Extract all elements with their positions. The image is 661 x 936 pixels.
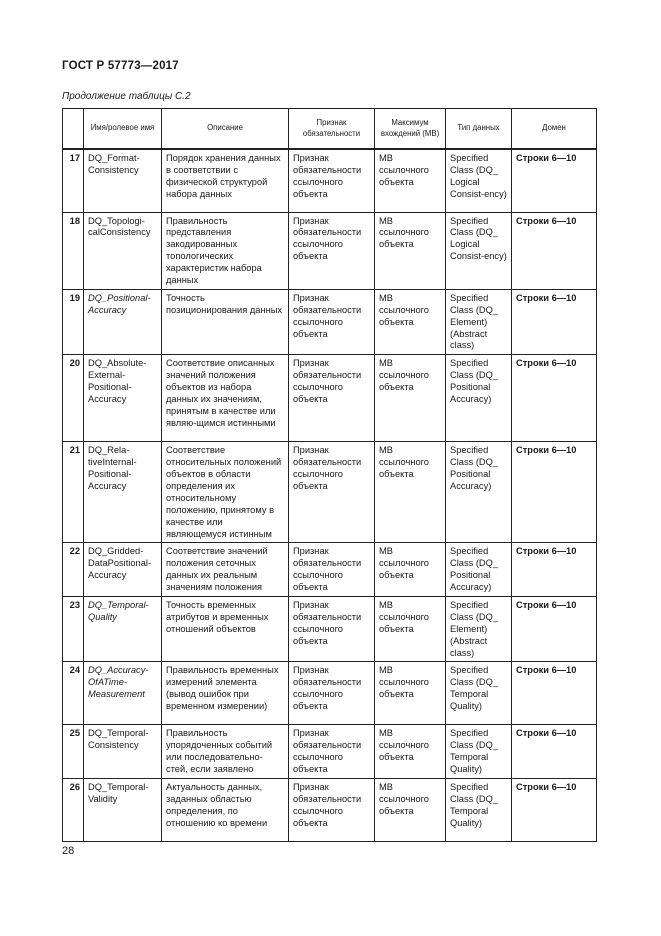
element-name: DQ_Positional-Accuracy [84, 289, 162, 354]
column-header-description: Описание [162, 109, 289, 150]
domain-cell: Строки 6—10 [512, 212, 597, 289]
element-description: Правильность временных измерений элемента (вывод ошибок при временном измерении) [162, 662, 289, 725]
data-type-cell: Specified Class (DQ_ Logical Consist-ency) [446, 149, 512, 212]
max-occurrence-cell: MB ссылочного объекта [375, 442, 446, 543]
table-row [63, 212, 597, 289]
max-occurrence-cell: MB ссылочного объекта [375, 355, 446, 442]
element-name: DQ_Gridded-DataPositional-Accuracy [84, 543, 162, 597]
data-type-cell: Specified Class (DQ_ Logical Consist-ency) [446, 212, 512, 289]
document-header: ГОСТ Р 57773—2017 [62, 60, 179, 72]
max-occurrence-cell: MB ссылочного объекта [375, 149, 446, 212]
obligation-cell: Признак обязательности ссылочного объекта [289, 289, 375, 354]
domain-cell: Строки 6—10 [512, 725, 597, 779]
page-number: 28 [62, 845, 75, 857]
data-type-cell: Specified Class (DQ_ Positional Accuracy) [446, 442, 512, 543]
element-description: Порядок хранения данных в соответствии с физической структурой набора данных [162, 149, 289, 212]
max-occurrence-cell: MB ссылочного объекта [375, 289, 446, 354]
obligation-cell: Признак обязательности ссылочного объекта [289, 662, 375, 725]
column-header-data-type: Тип данных [446, 109, 512, 150]
domain-cell: Строки 6—10 [512, 289, 597, 354]
domain-cell: Строки 6—10 [512, 596, 597, 661]
max-occurrence-cell: MB ссылочного объекта [375, 212, 446, 289]
table-row [63, 779, 597, 842]
domain-cell: Строки 6—10 [512, 442, 597, 543]
row-number: 22 [63, 543, 84, 597]
domain-cell: Строки 6—10 [512, 779, 597, 842]
table-row [63, 543, 597, 597]
obligation-cell: Признак обязательности ссылочного объекта [289, 725, 375, 779]
element-name: DQ_Temporal-Validity [84, 779, 162, 842]
domain-cell: Строки 6—10 [512, 355, 597, 442]
row-number: 21 [63, 442, 84, 543]
data-type-cell: Specified Class (DQ_ Temporal Quality) [446, 662, 512, 725]
element-description: Правильность представления закодированных топологических характеристик набора данных [162, 212, 289, 289]
element-name: DQ_Format-Consistency [84, 149, 162, 212]
row-number: 17 [63, 149, 84, 212]
table-header-row [63, 109, 597, 150]
data-table [62, 108, 597, 842]
element-name: DQ_Absolute-External-Positional-Accuracy [84, 355, 162, 442]
max-occurrence-cell: MB ссылочного объекта [375, 779, 446, 842]
table-row [63, 355, 597, 442]
row-number: 24 [63, 662, 84, 725]
row-number: 20 [63, 355, 84, 442]
table-body [63, 149, 597, 842]
obligation-cell: Признак обязательности ссылочного объекта [289, 596, 375, 661]
element-name: DQ_Temporal-Consistency [84, 725, 162, 779]
data-type-cell: Specified Class (DQ_ Temporal Quality) [446, 779, 512, 842]
row-number: 23 [63, 596, 84, 661]
obligation-cell: Признак обязательности ссылочного объекта [289, 355, 375, 442]
domain-cell: Строки 6—10 [512, 543, 597, 597]
row-number: 18 [63, 212, 84, 289]
obligation-cell: Признак обязательности ссылочного объекта [289, 543, 375, 597]
row-number: 26 [63, 779, 84, 842]
column-header-number [63, 109, 84, 150]
element-description: Правильность упорядоченных событий или последовательно-стей, если заявлено [162, 725, 289, 779]
data-type-cell: Specified Class (DQ_ Temporal Quality) [446, 725, 512, 779]
data-type-cell: Specified Class (DQ_ Element) (Abstract class) [446, 596, 512, 661]
domain-cell: Строки 6—10 [512, 662, 597, 725]
element-name: DQ_Topologi-calConsistency [84, 212, 162, 289]
element-name: DQ_Rela-tiveInternal-Positional-Accuracy [84, 442, 162, 543]
column-header-name: Имя/ролевое имя [84, 109, 162, 150]
table-caption: Продолжение таблицы С.2 [62, 91, 191, 102]
row-number: 25 [63, 725, 84, 779]
table-row [63, 725, 597, 779]
table-row [63, 442, 597, 543]
element-description: Актуальность данных, заданных областью определения, по отношению ко времени [162, 779, 289, 842]
table-row [63, 149, 597, 212]
max-occurrence-cell: MB ссылочного объекта [375, 662, 446, 725]
table-row [63, 289, 597, 354]
max-occurrence-cell: MB ссылочного объекта [375, 543, 446, 597]
column-header-max-occurrence: Максимум вхождений (MB) [375, 109, 446, 150]
obligation-cell: Признак обязательности ссылочного объекта [289, 779, 375, 842]
domain-cell: Строки 6—10 [512, 149, 597, 212]
element-description: Соответствие значений положения сеточных данных их реальным значениям положения [162, 543, 289, 597]
table-row [63, 596, 597, 661]
table-row [63, 662, 597, 725]
element-name: DQ_Accuracy-OfATime-Measurement [84, 662, 162, 725]
max-occurrence-cell: MB ссылочного объекта [375, 596, 446, 661]
data-type-cell: Specified Class (DQ_ Positional Accuracy) [446, 355, 512, 442]
obligation-cell: Признак обязательности ссылочного объекта [289, 442, 375, 543]
element-description: Точность временных атрибутов и временных отношений объектов [162, 596, 289, 661]
obligation-cell: Признак обязательности ссылочного объекта [289, 149, 375, 212]
row-number: 19 [63, 289, 84, 354]
data-type-cell: Specified Class (DQ_ Positional Accuracy) [446, 543, 512, 597]
element-name: DQ_Temporal-Quality [84, 596, 162, 661]
element-description: Точность позиционирования данных [162, 289, 289, 354]
element-description: Соответствие относительных положений объектов в области определения их относительному положению, принятому в качестве или являющемуся истинным [162, 442, 289, 543]
column-header-obligation: Признак обязательности [289, 109, 375, 150]
obligation-cell: Признак обязательности ссылочного объекта [289, 212, 375, 289]
column-header-domain: Домен [512, 109, 597, 150]
max-occurrence-cell: MB ссылочного объекта [375, 725, 446, 779]
data-type-cell: Specified Class (DQ_ Element) (Abstract class) [446, 289, 512, 354]
element-description: Соответствие описанных значений положения объектов из набора данных их значениям, принятым в качестве или являю-щимся истинными [162, 355, 289, 442]
